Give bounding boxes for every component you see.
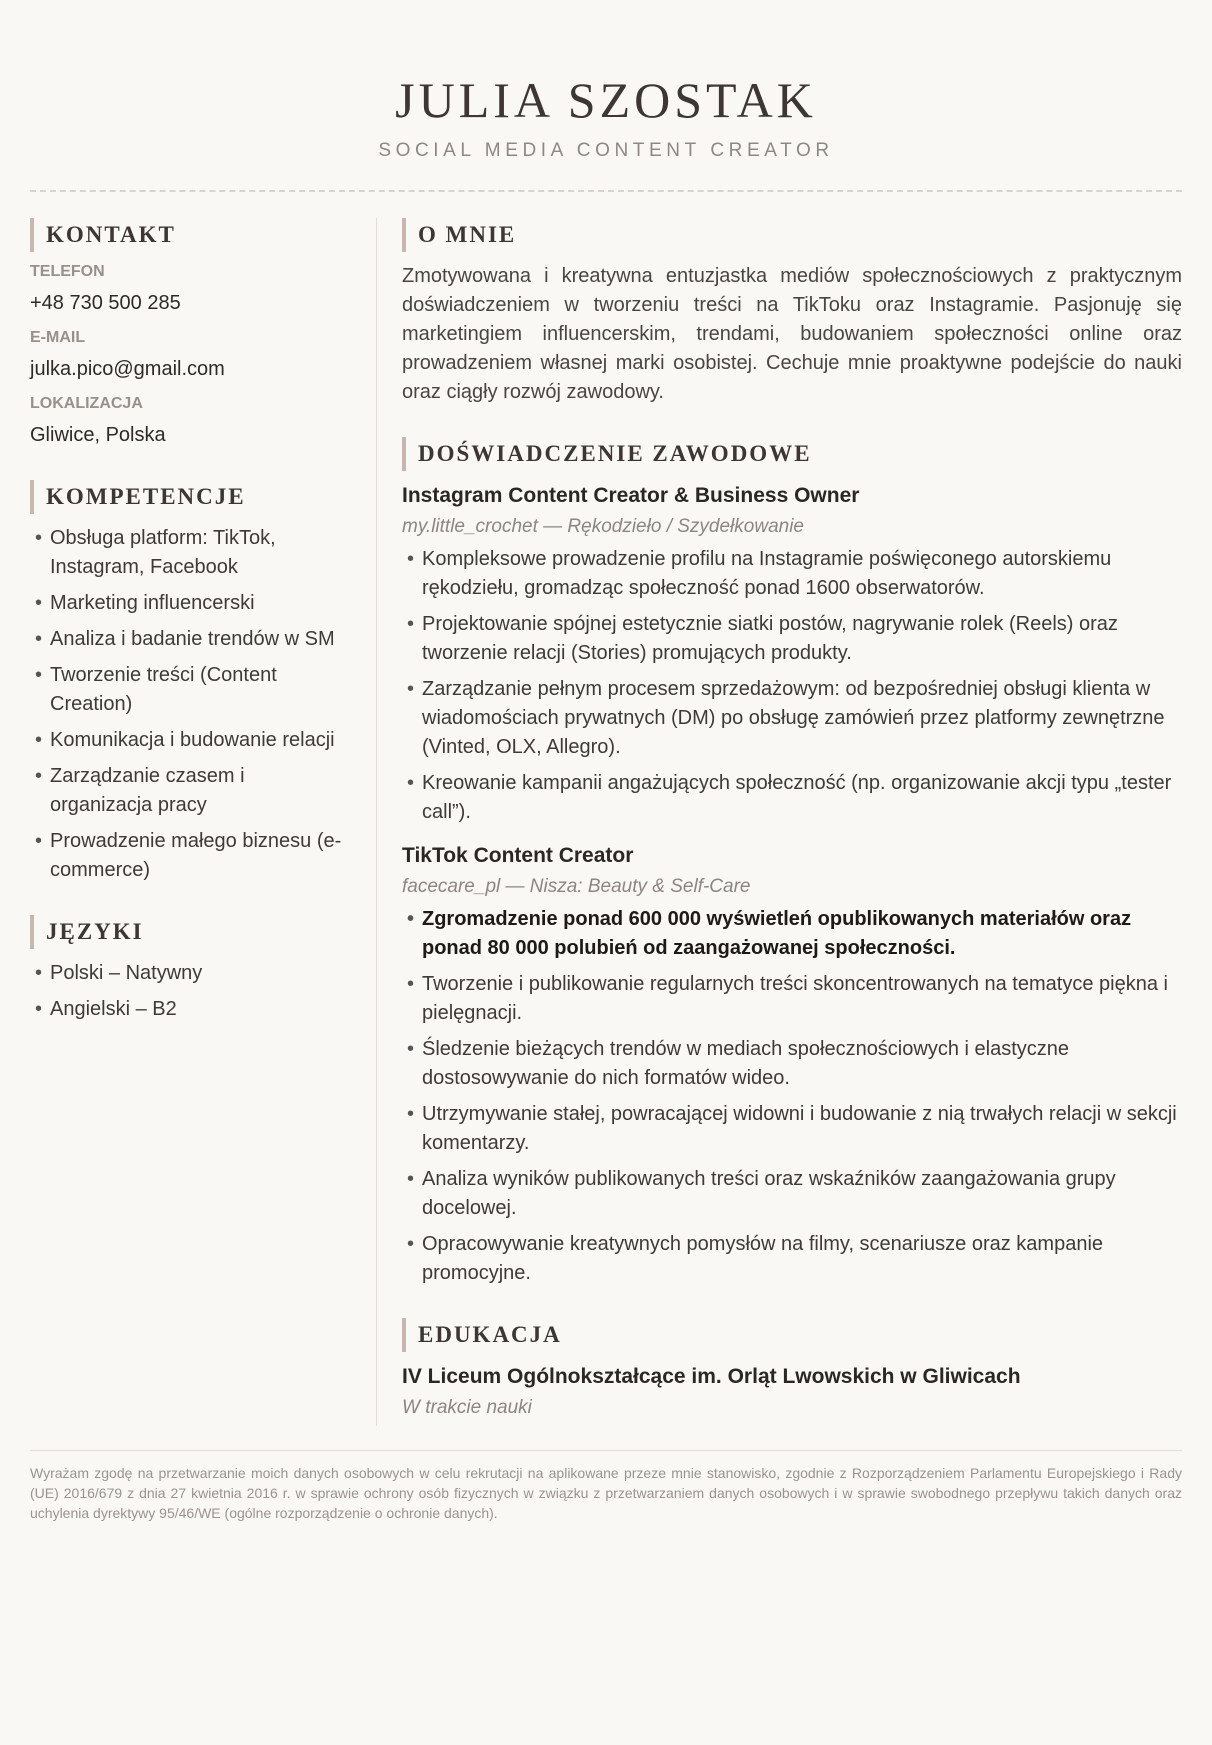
experience-section [402,437,1182,1288]
list-item: • Utrzymywanie stałej, powracającej widowni i budowanie z nią trwałych relacji w sekcji komentarzy. [402,1100,1182,1158]
list-item: • Polski – Natywny [30,959,351,988]
job-company: my.little_crochet — Rękodzieło / Szydełkowanie [402,516,804,537]
languages-title: JĘZYKI [30,915,351,949]
location-value: Gliwice, Polska [30,424,166,446]
location-label: LOKALIZACJA [30,395,143,412]
about-title: O MNIE [402,218,1182,252]
about-text: Zmotywowana i kreatywna entuzjastka mediów społecznościowych z praktycznym doświadczeniem w tworzeniu treści na TikToku oraz Instagramie. Pasjonuję się marketingiem influencerskim, trendami, budowaniem społeczności online oraz prowadzeniem własnej marki osobistej. Cechuje mnie proaktywne podejście do nauki oraz ciągły rozwój zawodowy. [402,265,1182,403]
list-item: • Analiza wyników publikowanych treści oraz wskaźników zaangażowania grupy docelowej. [402,1165,1182,1223]
list-item: • Komunikacja i budowanie relacji [30,726,351,755]
languages-list [30,959,351,1024]
list-item: • Śledzenie bieżących trendów w mediach społecznościowych i elastyczne dostosowywanie do nich formatów wideo. [402,1035,1182,1093]
job-company: facecare_pl — Nisza: Beauty & Self-Care [402,876,751,897]
header-divider [30,190,1182,192]
list-item: • Obsługa platform: TikTok, Instagram, Facebook [30,524,351,582]
skills-section [30,480,351,885]
list-item: • Kreowanie kampanii angażujących społeczność (np. organizowanie akcji typu „tester call”). [402,769,1182,827]
list-item: • Tworzenie treści (Content Creation) [30,661,351,719]
experience-title: DOŚWIADCZENIE ZAWODOWE [402,437,1182,471]
job-duties [402,545,1182,827]
education-section [402,1318,1182,1422]
skills-list [30,524,351,885]
job-entry [402,841,1182,1288]
list-item: • Zarządzanie czasem i organizacja pracy [30,762,351,820]
email-value: julka.pico@gmail.com [30,358,225,380]
gdpr-disclaimer: Wyrażam zgodę na przetwarzanie moich danych osobowych w celu rekrutacji na aplikowane przeze mnie stanowisko, zgodnie z Rozporządzeniem Parlamentu Europejskiego i Rady (UE) 2016/679 z dnia 27 kwietnia 2016 r. w sprawie ochrony osób fizycznych w związku z przetwarzaniem danych osobowych i w sprawie swobodnego przepływu takich danych oraz uchylenia dyrektywy 95/46/WE (ogólne rozporządzenie o ochronie danych). [30,1465,1182,1521]
footer-divider [30,1450,1182,1451]
list-item: • Tworzenie i publikowanie regularnych treści skoncentrowanych na tematyce piękna i pielęgnacji. [402,970,1182,1028]
education-title: EDUKACJA [402,1318,1182,1352]
candidate-name: JULIA SZOSTAK [395,72,817,128]
candidate-role: SOCIAL MEDIA CONTENT CREATOR [378,140,834,161]
content-columns [30,218,1182,1426]
resume-header [30,0,1182,162]
list-item: • Angielski – B2 [30,995,351,1024]
sidebar [30,218,377,1426]
job-entry [402,481,1182,827]
list-item: • Kompleksowe prowadzenie profilu na Instagramie poświęconego autorskiemu rękodziełu, gromadząc społeczność ponad 1600 obserwatorów. [402,545,1182,603]
list-item: • Prowadzenie małego biznesu (e-commerce) [30,827,351,885]
phone-value: +48 730 500 285 [30,292,181,314]
languages-section [30,915,351,1024]
email-label: E-MAIL [30,329,86,346]
education-status: W trakcie nauki [402,1397,532,1418]
skills-title: KOMPETENCJE [30,480,351,514]
list-item: • Opracowywanie kreatywnych pomysłów na filmy, scenariusze oraz kampanie promocyjne. [402,1230,1182,1288]
highlight-item: • Zgromadzenie ponad 600 000 wyświetleń opublikowanych materiałów oraz ponad 80 000 polubień od zaangażowanej społeczności. [402,905,1182,963]
about-section [402,218,1182,407]
list-item: • Marketing influencerski [30,589,351,618]
list-item: • Analiza i badanie trendów w SM [30,625,351,654]
job-title: TikTok Content Creator [402,844,634,867]
contact-section [30,218,351,450]
school-name: IV Liceum Ogólnokształcące im. Orląt Lwowskich w Gliwicach [402,1365,1021,1388]
job-duties [402,905,1182,1288]
list-item: • Zarządzanie pełnym procesem sprzedażowym: od bezpośredniej obsługi klienta w wiadomościach prywatnych (DM) po obsługę zamówień przez platformy zewnętrzne (Vinted, OLX, Allegro). [402,675,1182,762]
main-content [377,218,1182,1426]
list-item: • Projektowanie spójnej estetycznie siatki postów, nagrywanie rolek (Reels) oraz tworzenie relacji (Stories) promujących produkty. [402,610,1182,668]
contact-title: KONTAKT [30,218,351,252]
job-title: Instagram Content Creator & Business Owner [402,484,860,507]
phone-label: TELEFON [30,263,105,280]
